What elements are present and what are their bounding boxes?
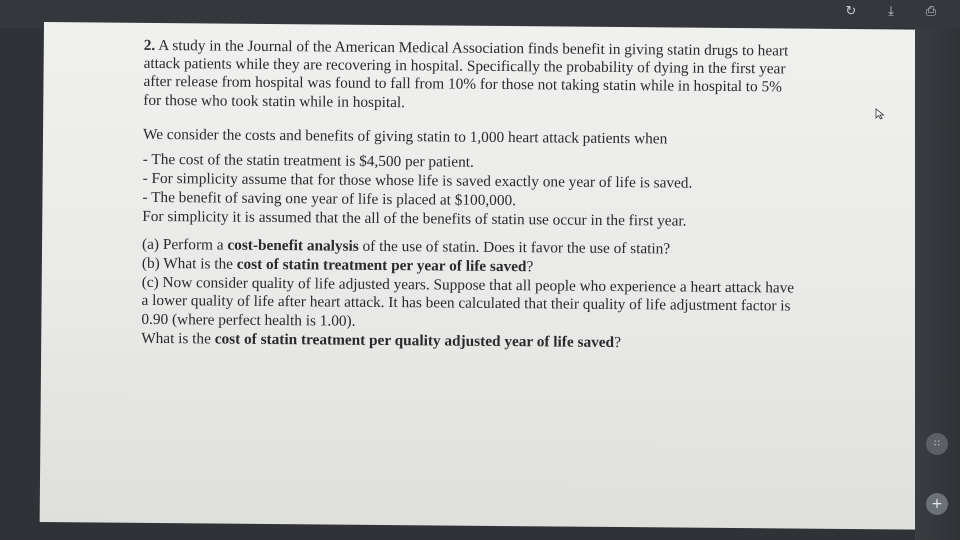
mouse-cursor-icon — [875, 108, 885, 120]
part-a-bold: cost-benefit analysis — [227, 236, 359, 255]
assumption-cost: - The cost of the statin treatment is $4,500 per patient. — [142, 150, 474, 171]
questions — [141, 236, 802, 355]
part-c-followup-end: ? — [614, 333, 621, 352]
part-b-bold: cost of statin treatment per year of life saved — [236, 255, 527, 276]
refresh-icon[interactable]: ↻ — [845, 4, 857, 19]
assumption-life-saved: - For simplicity assume that for those whose life is saved exactly one year of life is saved. — [142, 169, 693, 192]
part-c-followup-start: What is the — [141, 329, 215, 348]
part-a-label: (a) Perform a — [141, 235, 228, 254]
part-b-label: (b) What is the — [141, 254, 237, 273]
print-icon[interactable]: ⎙ — [925, 4, 937, 19]
download-icon[interactable]: ⤓ — [888, 4, 894, 19]
toolbar-icons — [844, 4, 938, 19]
side-panel — [915, 28, 960, 540]
part-a-rest: of the use of statin. Does it favor the use of statin? — [358, 237, 671, 258]
question-number: 2. — [143, 36, 156, 54]
add-icon[interactable]: + — [926, 493, 948, 515]
simplicity-note: For simplicity it is assumed that the all of the benefits of statin use occur in the first year. — [142, 207, 687, 230]
question-text — [143, 37, 804, 116]
intro-text: We consider the costs and benefits of giving statin to 1,000 heart attack patients when — [142, 125, 668, 148]
question-body: A study in the Journal of the American Medical Association finds benefit in giving statin drugs to heart attack patients while they are recovering in hospital. Specifically the probability of dying in the first year after release from hospital was found to fall from 10% for those not taking statin while in hospital to 5% for those who took statin while in hospital. — [143, 36, 789, 111]
document-content — [141, 37, 804, 355]
part-c-followup-bold: cost of statin treatment per quality adjusted year of life saved — [214, 330, 615, 351]
assumption-benefit: - The benefit of saving one year of life is placed at $100,000. — [142, 188, 517, 210]
drag-handle-icon[interactable]: ∷ — [926, 433, 948, 455]
part-b-rest: ? — [526, 258, 534, 276]
part-c: (c) Now consider quality of life adjusted years. Suppose that all people who experience a heart attack have a lower quality of life after heart attack. It has been calculated that their quality of life adjustment factor is 0.90 (where perfect health is 1.00). — [141, 273, 795, 330]
assumption-list — [142, 150, 802, 213]
document-page — [40, 22, 926, 530]
